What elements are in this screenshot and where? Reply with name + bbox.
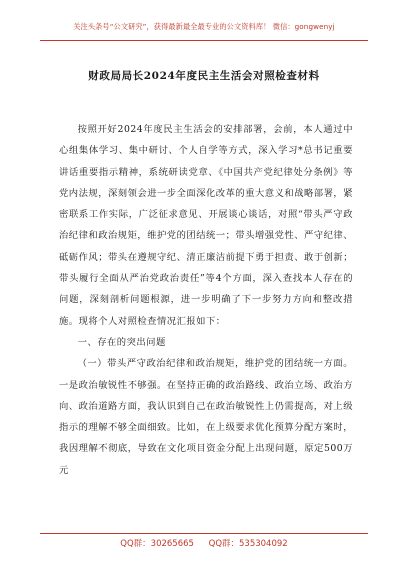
footer-qq-group-2: QQ群：535304092 bbox=[208, 539, 288, 549]
section-heading: 一、存在的突出问题 bbox=[77, 336, 166, 348]
header-promo: 关注头条号“公文研究”，获得最新最全最专业的公文资料库！ 微信：gongwenyj bbox=[73, 22, 335, 31]
footer bbox=[0, 537, 408, 549]
document-body bbox=[59, 119, 353, 481]
header-divider bbox=[40, 40, 368, 41]
footer-divider bbox=[40, 533, 368, 534]
subsection-paragraph: （一）带头严守政治纪律和政治规矩，维护党的团结统一方面。一是政治敏锐性不够强。在坚持正确的政治路线、政治立场、政治方向、政治道路方面，我认识到自己在政治敏锐性上仍需提高，对上级指示的理解不够全面细致。比如，在上级要求优化预算分配方案时，我因理解不彻底，导致在文化项目资金分配上出现问题，原定500万元 bbox=[59, 358, 353, 476]
intro-paragraph: 按照开好2024年度民主生活会的安排部署，会前，本人通过中心组集体学习、集中研讨、个人自学等方式，深入学习*总书记重要讲话重要指示精神，系统研读党章、《中国共产党纪律处分条例》等党内法规，深刻领会进一步全面深化改革的重大意义和战略部署，紧密联系工作实际，广泛征求意见、开展谈心谈话，对照“带头严守政治纪律和政治规矩，维护党的团结统一；带头增强党性、严守纪律、砥砺作风；带头在遵规守纪、清正廉洁前提下勇于担责、敢于创新；带头履行全面从严治党政治责任”等4个方面，深入查找本人存在的问题，深刻剖析问题根源，进一步明确了下一步努力方向和整改措施。现将个人对照检查情况汇报如下： bbox=[59, 124, 353, 327]
footer-qq-group-1: QQ群：30265665 bbox=[120, 539, 194, 549]
document-title: 财政局局长2024年度民主生活会对照检查材料 bbox=[88, 70, 320, 82]
